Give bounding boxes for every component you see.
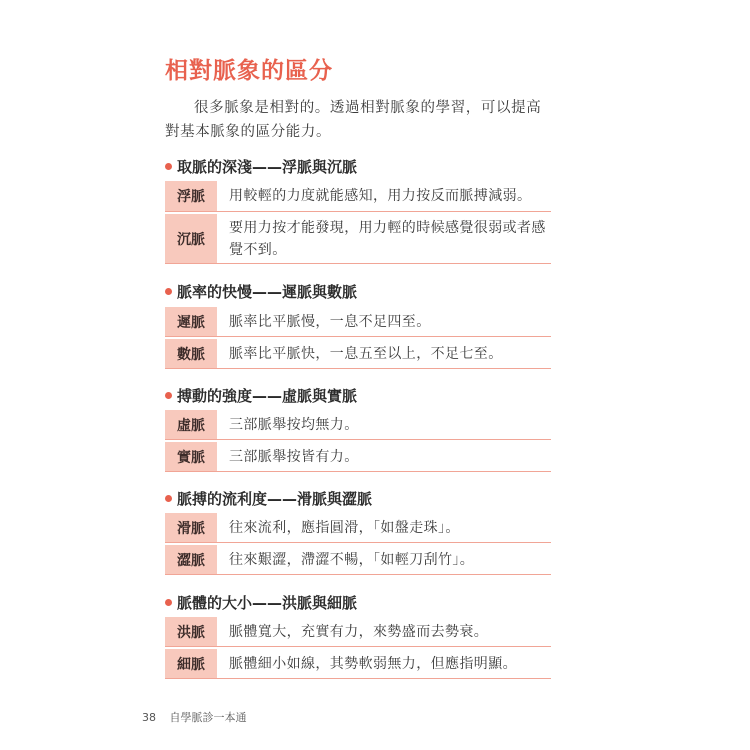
pulse-description: 往來艱澀，滯澀不暢，「如輕刀刮竹」。 xyxy=(229,551,475,568)
pulse-label: 細脈 xyxy=(165,649,217,678)
pulse-description: 脈率比平脈慢，一息不足四至。 xyxy=(229,313,431,330)
page-title: 相對脈象的區分 xyxy=(165,58,333,84)
pulse-label: 遲脈 xyxy=(165,307,217,336)
table-row xyxy=(165,339,551,369)
section-heading-depth xyxy=(165,156,357,177)
section-heading-text: 取脈的深淺——浮脈與沉脈 xyxy=(177,158,358,176)
pulse-label: 數脈 xyxy=(165,339,217,368)
pulse-label: 虛脈 xyxy=(165,410,217,439)
pulse-description: 脈體寬大，充實有力，來勢盛而去勢衰。 xyxy=(229,623,489,640)
pulse-label: 澀脈 xyxy=(165,545,217,574)
section-heading-text: 搏動的強度——虛脈與實脈 xyxy=(177,387,358,405)
bullet-icon xyxy=(165,163,172,170)
table-row xyxy=(165,617,551,647)
pulse-label: 浮脈 xyxy=(165,181,217,211)
pulse-description: 要用力按才能發現，用力輕的時候感覺很弱或者感覺不到。 xyxy=(229,219,546,258)
section-heading-text: 脈率的快慢——遲脈與數脈 xyxy=(177,283,358,301)
table-row xyxy=(165,513,551,543)
pulse-description: 三部脈舉按均無力。 xyxy=(229,416,359,433)
section-heading-strength xyxy=(165,385,357,406)
pulse-description: 脈體細小如線，其勢軟弱無力，但應指明顯。 xyxy=(229,655,517,672)
pulse-description: 脈率比平脈快，一息五至以上，不足七至。 xyxy=(229,345,503,362)
table-row xyxy=(165,649,551,679)
table-row xyxy=(165,214,551,264)
pulse-description: 往來流利，應指圓滑，「如盤走珠」。 xyxy=(229,519,460,536)
pulse-description: 用較輕的力度就能感知，用力按反而脈搏減弱。 xyxy=(229,188,532,204)
section-heading-text: 脈體的大小——洪脈與細脈 xyxy=(177,594,358,612)
page-footer xyxy=(142,709,247,725)
pulse-label: 洪脈 xyxy=(165,617,217,646)
intro-paragraph: 很多脈象是相對的。透過相對脈象的學習，可以提高對基本脈象的區分能力。 xyxy=(165,100,542,140)
bullet-icon xyxy=(165,392,172,399)
pulse-label: 實脈 xyxy=(165,442,217,471)
pulse-label: 滑脈 xyxy=(165,513,217,542)
bullet-icon xyxy=(165,288,172,295)
page-number: 38 xyxy=(142,711,156,724)
section-heading-rate xyxy=(165,281,357,302)
section-heading-size xyxy=(165,592,357,613)
table-row xyxy=(165,307,551,337)
table-row xyxy=(165,442,551,472)
pulse-description: 三部脈舉按皆有力。 xyxy=(229,448,359,465)
table-row xyxy=(165,181,551,212)
pulse-label: 沉脈 xyxy=(165,214,217,263)
section-heading-fluency xyxy=(165,488,372,509)
book-title: 自學脈診一本通 xyxy=(169,711,247,724)
table-row xyxy=(165,410,551,440)
section-heading-text: 脈搏的流利度——滑脈與澀脈 xyxy=(177,490,373,508)
bullet-icon xyxy=(165,599,172,606)
bullet-icon xyxy=(165,495,172,502)
table-row xyxy=(165,545,551,575)
